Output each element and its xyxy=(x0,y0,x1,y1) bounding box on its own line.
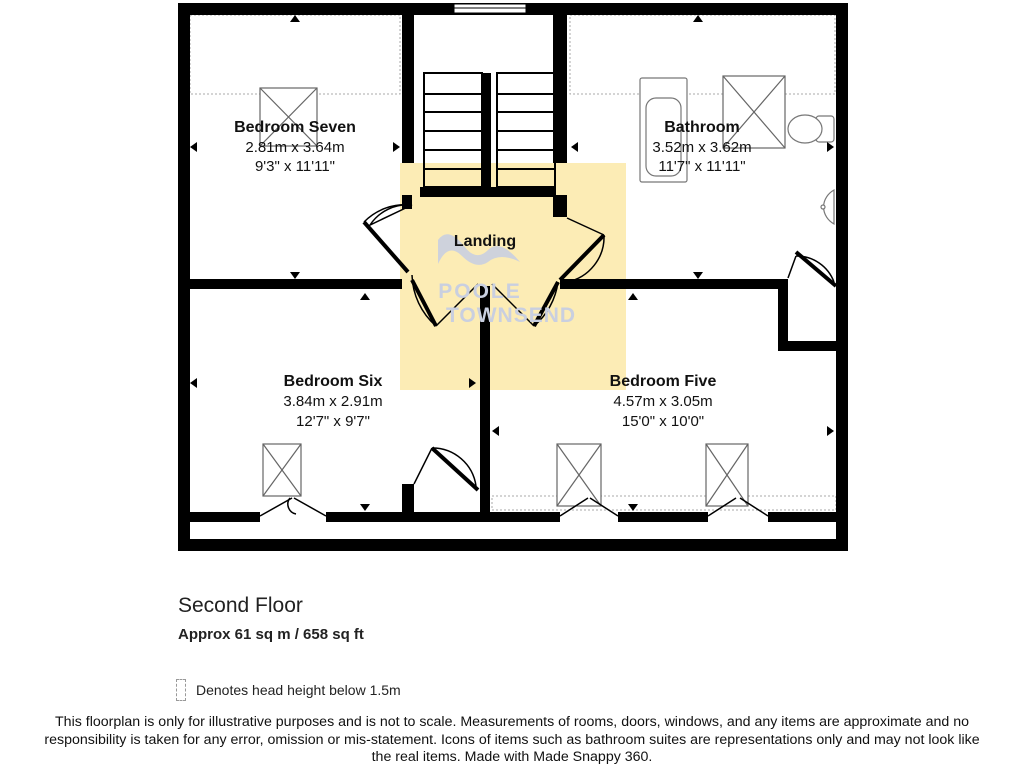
room-metric: 4.57m x 3.05m xyxy=(613,393,713,410)
watermark-box xyxy=(400,163,626,390)
velux-bedroom-seven xyxy=(260,88,317,146)
room-metric: 3.84m x 2.91m xyxy=(283,393,383,410)
room-name: Bedroom Five xyxy=(609,373,717,390)
room-bedroom-five xyxy=(610,373,717,430)
room-landing xyxy=(454,233,516,250)
watermark-line1: POOLE xyxy=(438,280,522,303)
room-imperial: 12'7" x 9'7" xyxy=(296,413,370,430)
velux-bedroom-five-2 xyxy=(706,444,748,506)
room-name: Bedroom Seven xyxy=(234,119,356,136)
room-name: Bathroom xyxy=(664,119,740,136)
room-metric: 3.52m x 3.62m xyxy=(652,139,752,156)
room-bedroom-seven xyxy=(234,119,356,175)
velux-bedroom-five-1 xyxy=(557,444,601,506)
room-imperial: 9'3" x 11'11" xyxy=(254,158,336,175)
toilet xyxy=(788,115,834,143)
room-imperial: 11'7" x 11'11" xyxy=(658,158,746,175)
room-bedroom-six xyxy=(283,373,382,430)
room-name: Landing xyxy=(453,233,517,250)
room-bathroom xyxy=(652,119,751,175)
stair-window xyxy=(454,4,526,13)
basin xyxy=(821,190,834,224)
velux-bedroom-six xyxy=(263,444,301,496)
legend xyxy=(176,679,401,701)
low-head-height-swatch xyxy=(176,679,186,701)
floor-area: Approx 61 sq m / 658 sq ft xyxy=(178,626,364,643)
room-imperial: 15'0" x 10'0" xyxy=(621,413,705,430)
watermark-line2: TOWNSEND xyxy=(445,304,577,327)
room-metric: 2.81m x 3.64m xyxy=(245,139,345,156)
legend-text: Denotes head height below 1.5m xyxy=(196,682,401,698)
floor-title: Second Floor xyxy=(178,594,303,617)
room-name: Bedroom Six xyxy=(283,373,383,390)
velux-bathroom xyxy=(723,76,785,148)
disclaimer: This floorplan is only for illustrative purposes and is not to scale. Measurements of rooms, doors, windows, and any items are approximate and no responsibility is taken for any error, omission or mis-statement. Icons of items such as bathroom suites are representations only and may not look like the real items. Made with Made Snappy 360. xyxy=(44,714,980,765)
